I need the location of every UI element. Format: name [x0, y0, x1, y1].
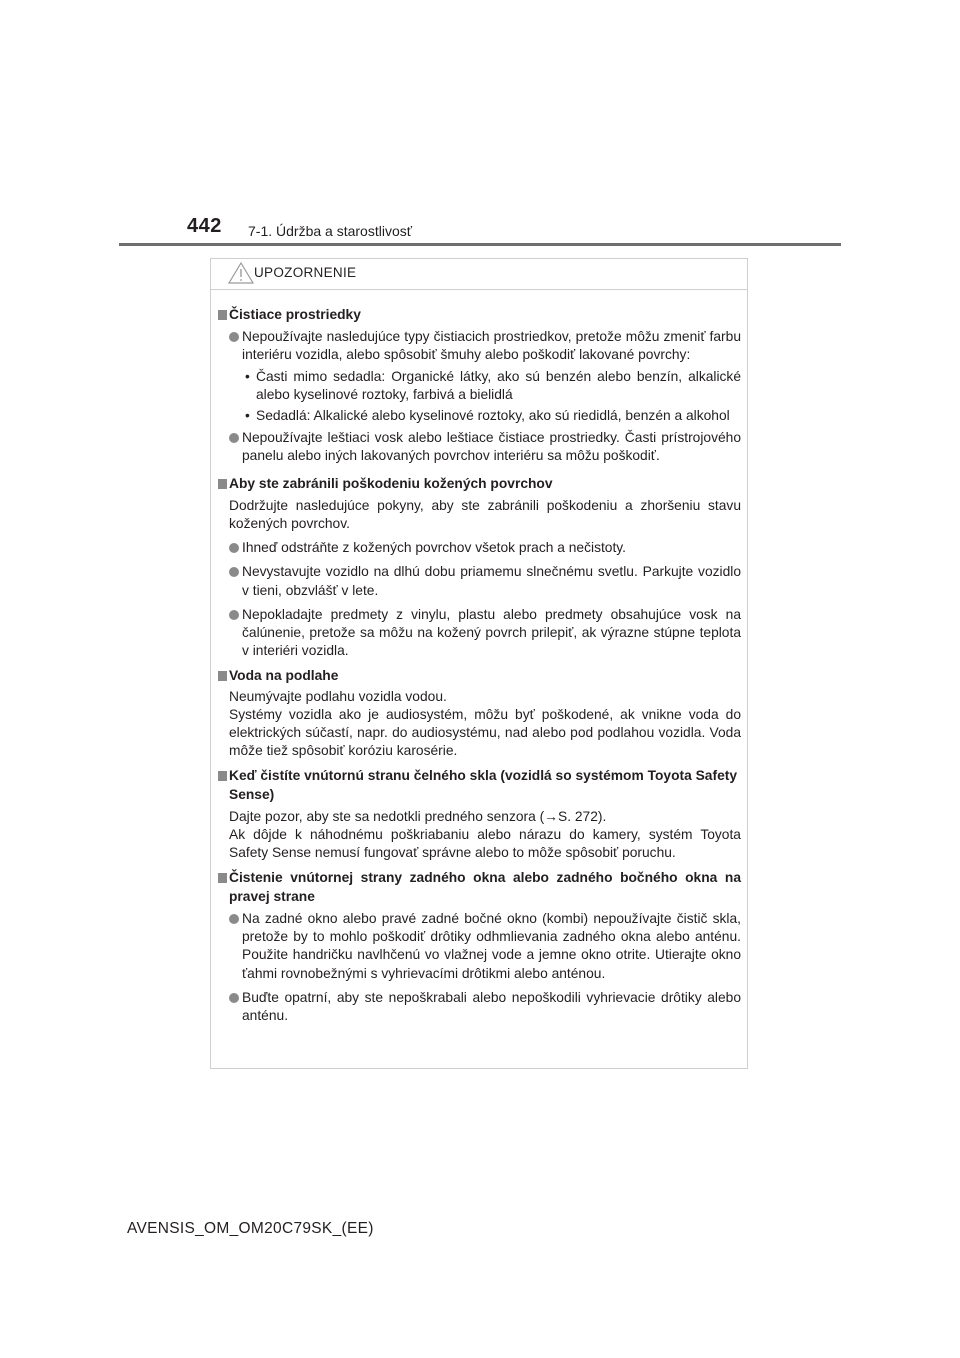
list-item-text: Buďte opatrní, aby ste nepoškrabali alebo nepoškodili vyhrievacie drôtiky alebo anténu.	[242, 989, 741, 1023]
manual-code: AVENSIS_OM_OM20C79SK_(EE)	[127, 1220, 374, 1237]
sub-list-item	[218, 368, 741, 404]
list-item-text: Nepoužívajte nasledujúce typy čistiacich prostriedkov, pretože môžu zmeniť farbu interiéru vozidla, alebo spôsobiť šmuhy alebo poškodiť lakované povrchy:	[242, 329, 741, 363]
list-item	[218, 539, 741, 557]
heading-rear-window	[218, 869, 741, 905]
header-rule	[119, 243, 841, 246]
paragraph: Ak dôjde k náhodnému poškriabaniu alebo nárazu do kamery, systém Toyota Safety Sense nemusí fungovať správne alebo to môže spôsobiť poruchu.	[229, 827, 741, 861]
heading-text: Voda na podlahe	[229, 668, 339, 684]
warning-triangle-icon	[227, 261, 255, 285]
heading-windshield	[218, 767, 741, 803]
heading-text: Čistenie vnútornej strany zadného okna alebo zadného bočného okna na pravej strane	[229, 870, 741, 904]
list-item-text: Nepokladajte predmety z vinylu, plastu alebo predmety obsahujúce vosk na čalúnenie, pretože sa môžu na kožený povrch prilepiť, ak výrazne stúpne teplota v interiéri vozidla.	[242, 606, 741, 659]
heading-water-on-floor	[218, 667, 741, 685]
square-bullet-icon	[218, 873, 227, 883]
list-item-text: Nepoužívajte leštiaci vosk alebo leštiace čistiace prostriedky. Časti prístrojového panelu alebo iných lakovaných povrchov interiéru sa môžu poškodiť.	[242, 430, 741, 464]
sub-list-item	[218, 407, 741, 425]
round-bullet-icon	[229, 914, 239, 924]
square-bullet-icon	[218, 479, 227, 489]
round-bullet-icon	[229, 433, 239, 443]
list-item	[218, 563, 741, 599]
heading-text: Aby ste zabránili poškodeniu kožených povrchov	[229, 475, 553, 491]
square-bullet-icon	[218, 310, 227, 320]
list-item	[218, 328, 741, 364]
warning-title: UPOZORNENIE	[254, 265, 357, 280]
heading-text: Čistiace prostriedky	[229, 307, 361, 322]
warning-header	[211, 259, 747, 290]
list-item	[218, 989, 741, 1025]
page-number: 442	[187, 215, 222, 237]
round-bullet-icon	[229, 543, 239, 553]
paragraph: Dajte pozor, aby ste sa nedotkli predného senzora (→S. 272).	[229, 808, 607, 824]
round-bullet-icon	[229, 567, 239, 577]
heading-cleaning-agents	[218, 306, 741, 324]
round-bullet-icon	[229, 610, 239, 620]
paragraph: Systémy vozidla ako je audiosystém, môžu byť poškodené, ak vnikne voda do elektrických súčastí, napr. do audiosystému, nad alebo pod podlahou vozidla. Voda môže tiež spôsobiť koróziu karosérie.	[229, 706, 741, 759]
paragraph: Dodržujte nasledujúce pokyny, aby ste zabránili poškodeniu a zhoršeniu stavu kožených povrchov.	[229, 497, 741, 532]
list-item	[218, 606, 741, 661]
sub-bullet-icon: •	[245, 408, 250, 424]
list-item	[218, 429, 741, 465]
list-item-text: Na zadné okno alebo pravé zadné bočné okno (kombi) nepoužívajte čistič skla, pretože by to mohlo poškodiť drôtiky odhmlievania zadného okna alebo anténu. Použite handričku navlhčenú vo vlažnej vode a jemne okno otrite. Utierajte okno ťahmi rovnobežnými s vyhrievacími drôtikmi alebo anténou.	[242, 910, 741, 981]
square-bullet-icon	[218, 671, 227, 681]
warning-box	[210, 258, 748, 1069]
list-item	[218, 910, 741, 983]
heading-leather-surfaces	[218, 475, 741, 493]
list-item-text: Nevystavujte vozidlo na dlhú dobu priamemu slnečnému svetlu. Parkujte vozidlo v tieni, obzvlášť v lete.	[242, 564, 741, 598]
warning-content	[211, 290, 747, 1025]
sub-bullet-icon: •	[245, 368, 250, 384]
sub-item-text: Sedadlá: Alkalické alebo kyselinové roztoky, ako sú riedidlá, benzén a alkohol	[256, 408, 730, 424]
section-title: 7-1. Údržba a starostlivosť	[248, 223, 412, 239]
sub-item-text: Časti mimo sedadla: Organické látky, ako sú benzén alebo benzín, alkalické alebo kyselinové roztoky, farbivá a bielidlá	[256, 368, 741, 402]
paragraph: Neumývajte podlahu vozidla vodou.	[229, 688, 447, 704]
square-bullet-icon	[218, 771, 227, 781]
heading-text: Keď čistíte vnútornú stranu čelného skla (vozidlá so systémom Toyota Safety Sense)	[229, 768, 738, 802]
round-bullet-icon	[229, 993, 239, 1003]
list-item-text: Ihneď odstráňte z kožených povrchov všetok prach a nečistoty.	[242, 540, 627, 556]
round-bullet-icon	[229, 332, 239, 342]
